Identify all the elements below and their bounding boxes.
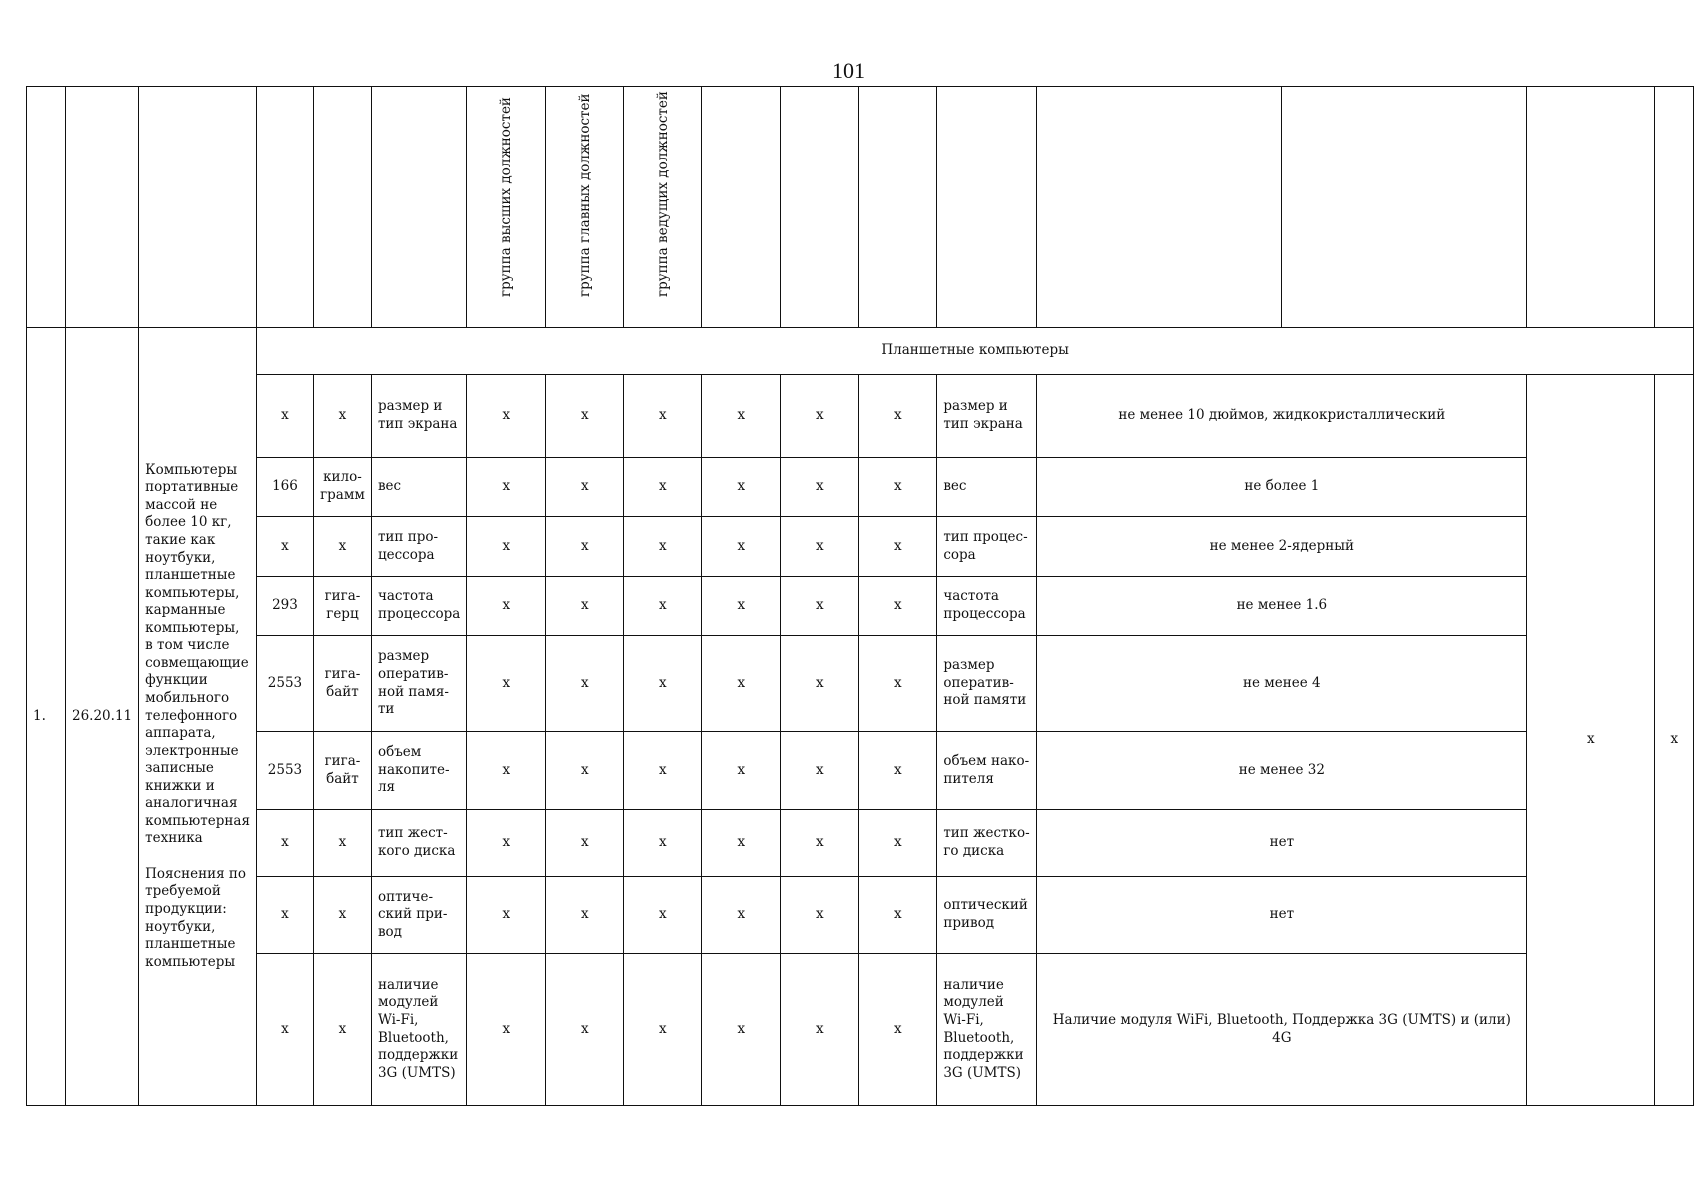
cell-value: x <box>859 577 937 636</box>
cell-value: x <box>702 732 781 810</box>
cell-value: x <box>859 458 937 517</box>
cell-value: x <box>859 732 937 810</box>
cell-value: x <box>702 577 781 636</box>
table-row <box>27 517 1694 577</box>
item-code: 26.20.11 <box>66 328 139 1106</box>
okei-code: x <box>256 954 313 1106</box>
header-row <box>27 87 1694 328</box>
page-number: 101 <box>832 58 865 83</box>
group-leading-value: x <box>624 877 702 954</box>
section-row <box>27 328 1694 375</box>
unit-name: x <box>313 877 371 954</box>
group-main-value: x <box>546 732 624 810</box>
characteristic-value: не более 1 <box>1037 458 1527 517</box>
cell-value: x <box>859 375 937 458</box>
okei-code: x <box>256 375 313 458</box>
characteristic-value: не менее 4 <box>1037 636 1527 732</box>
item-description: Компьютеры портативные массой не более 10 кг, такие как ноутбуки, планшетные компьютеры, карманные компьютеры, в том числе совмещающие функции мобильного телефонного аппарата, электронные записные книжки и аналогичная компьютерная техника <box>145 461 250 847</box>
item-description-cell <box>139 328 257 1106</box>
merged-x-value: x <box>1655 375 1694 1106</box>
group-top-value: x <box>467 458 546 517</box>
characteristic-2: размер и тип экрана <box>937 375 1037 458</box>
group-leading-value: x <box>624 810 702 877</box>
cell-value: x <box>859 877 937 954</box>
header-main-positions: группа главных должностей <box>576 93 593 297</box>
characteristic: тип про-цессора <box>371 517 466 577</box>
header-cell-empty <box>937 87 1037 328</box>
group-main-value: x <box>546 375 624 458</box>
unit-name: x <box>313 517 371 577</box>
cell-value: x <box>781 810 859 877</box>
characteristic: вес <box>371 458 466 517</box>
group-top-value: x <box>467 732 546 810</box>
header-cell-empty <box>313 87 371 328</box>
characteristic-2: оптический привод <box>937 877 1037 954</box>
characteristic-value: не менее 1.6 <box>1037 577 1527 636</box>
header-cell-empty <box>1037 87 1282 328</box>
unit-name: гига-байт <box>313 636 371 732</box>
group-leading-value: x <box>624 577 702 636</box>
group-top-value: x <box>467 375 546 458</box>
characteristic-value: Наличие модуля WiFi, Bluetooth, Поддержка 3G (UMTS) и (или) 4G <box>1037 954 1527 1106</box>
group-leading-value: x <box>624 954 702 1106</box>
characteristic-value: нет <box>1037 877 1527 954</box>
group-main-value: x <box>546 954 624 1106</box>
table-row <box>27 458 1694 517</box>
table-row <box>27 877 1694 954</box>
characteristic: наличие модулей Wi-Fi, Bluetooth, поддержки 3G (UMTS) <box>371 954 466 1106</box>
okei-code: x <box>256 517 313 577</box>
characteristic-value: не менее 32 <box>1037 732 1527 810</box>
header-cell-empty <box>66 87 139 328</box>
table-row <box>27 732 1694 810</box>
header-cell-empty <box>371 87 466 328</box>
characteristic-2: тип жестко-го диска <box>937 810 1037 877</box>
characteristic-value: нет <box>1037 810 1527 877</box>
header-cell-empty <box>781 87 859 328</box>
okei-code: 2553 <box>256 732 313 810</box>
characteristic: объем накопите-ля <box>371 732 466 810</box>
header-cell-empty <box>1655 87 1694 328</box>
header-cell-rotated <box>624 87 702 328</box>
characteristic: размер оператив-ной памя-ти <box>371 636 466 732</box>
group-leading-value: x <box>624 517 702 577</box>
group-main-value: x <box>546 517 624 577</box>
characteristic-value: не менее 2-ядерный <box>1037 517 1527 577</box>
unit-name: гига-байт <box>313 732 371 810</box>
characteristic-2: частота процессора <box>937 577 1037 636</box>
group-main-value: x <box>546 877 624 954</box>
characteristic: частота процессора <box>371 577 466 636</box>
cell-value: x <box>859 517 937 577</box>
table-row <box>27 954 1694 1106</box>
cell-value: x <box>781 375 859 458</box>
okei-code: x <box>256 877 313 954</box>
item-number: 1. <box>27 328 66 1106</box>
unit-name: x <box>313 375 371 458</box>
characteristic: тип жест-кого диска <box>371 810 466 877</box>
cell-value: x <box>781 732 859 810</box>
table-row <box>27 636 1694 732</box>
cell-value: x <box>702 810 781 877</box>
group-main-value: x <box>546 636 624 732</box>
cell-value: x <box>859 954 937 1106</box>
group-top-value: x <box>467 636 546 732</box>
characteristic: размер и тип экрана <box>371 375 466 458</box>
header-cell-empty <box>1282 87 1527 328</box>
characteristic-2: наличие модулей Wi-Fi, Bluetooth, поддержки 3G (UMTS) <box>937 954 1037 1106</box>
header-leading-positions: группа ведущих должностей <box>654 91 671 297</box>
spec-table <box>26 86 1694 1106</box>
merged-x-value: x <box>1527 375 1655 1106</box>
group-main-value: x <box>546 458 624 517</box>
cell-value: x <box>702 877 781 954</box>
header-cell-empty <box>139 87 257 328</box>
header-cell-empty <box>27 87 66 328</box>
group-top-value: x <box>467 877 546 954</box>
header-cell-empty <box>702 87 781 328</box>
header-top-positions: группа высших должностей <box>498 97 515 297</box>
unit-name: кило-грамм <box>313 458 371 517</box>
unit-name: гига-герц <box>313 577 371 636</box>
cell-value: x <box>781 458 859 517</box>
cell-value: x <box>702 375 781 458</box>
group-leading-value: x <box>624 636 702 732</box>
okei-code: 2553 <box>256 636 313 732</box>
cell-value: x <box>781 954 859 1106</box>
characteristic-2: тип процес-сора <box>937 517 1037 577</box>
group-top-value: x <box>467 954 546 1106</box>
cell-value: x <box>702 636 781 732</box>
characteristic-2: размер оператив-ной памяти <box>937 636 1037 732</box>
okei-code: 293 <box>256 577 313 636</box>
cell-value: x <box>859 810 937 877</box>
cell-value: x <box>781 517 859 577</box>
group-main-value: x <box>546 810 624 877</box>
group-leading-value: x <box>624 458 702 517</box>
okei-code: x <box>256 810 313 877</box>
group-main-value: x <box>546 577 624 636</box>
header-cell-empty <box>859 87 937 328</box>
characteristic: оптиче-ский при-вод <box>371 877 466 954</box>
cell-value: x <box>859 636 937 732</box>
header-cell-rotated <box>546 87 624 328</box>
characteristic-value: не менее 10 дюймов, жидкокристаллический <box>1037 375 1527 458</box>
group-leading-value: x <box>624 375 702 458</box>
item-explanation: Пояснения по требуемой продукции: ноутбуки, планшетные компьютеры <box>145 865 247 970</box>
section-title: Планшетные компьютеры <box>256 328 1693 375</box>
header-cell-rotated <box>467 87 546 328</box>
unit-name: x <box>313 810 371 877</box>
group-top-value: x <box>467 517 546 577</box>
cell-value: x <box>702 954 781 1106</box>
cell-value: x <box>781 577 859 636</box>
unit-name: x <box>313 954 371 1106</box>
cell-value: x <box>702 458 781 517</box>
group-top-value: x <box>467 577 546 636</box>
table-row <box>27 810 1694 877</box>
characteristic-2: вес <box>937 458 1037 517</box>
cell-value: x <box>702 517 781 577</box>
header-cell-empty <box>256 87 313 328</box>
table-row <box>27 577 1694 636</box>
header-cell-empty <box>1527 87 1655 328</box>
table-row <box>27 375 1694 458</box>
okei-code: 166 <box>256 458 313 517</box>
cell-value: x <box>781 877 859 954</box>
cell-value: x <box>781 636 859 732</box>
characteristic-2: объем нако-пителя <box>937 732 1037 810</box>
group-leading-value: x <box>624 732 702 810</box>
group-top-value: x <box>467 810 546 877</box>
